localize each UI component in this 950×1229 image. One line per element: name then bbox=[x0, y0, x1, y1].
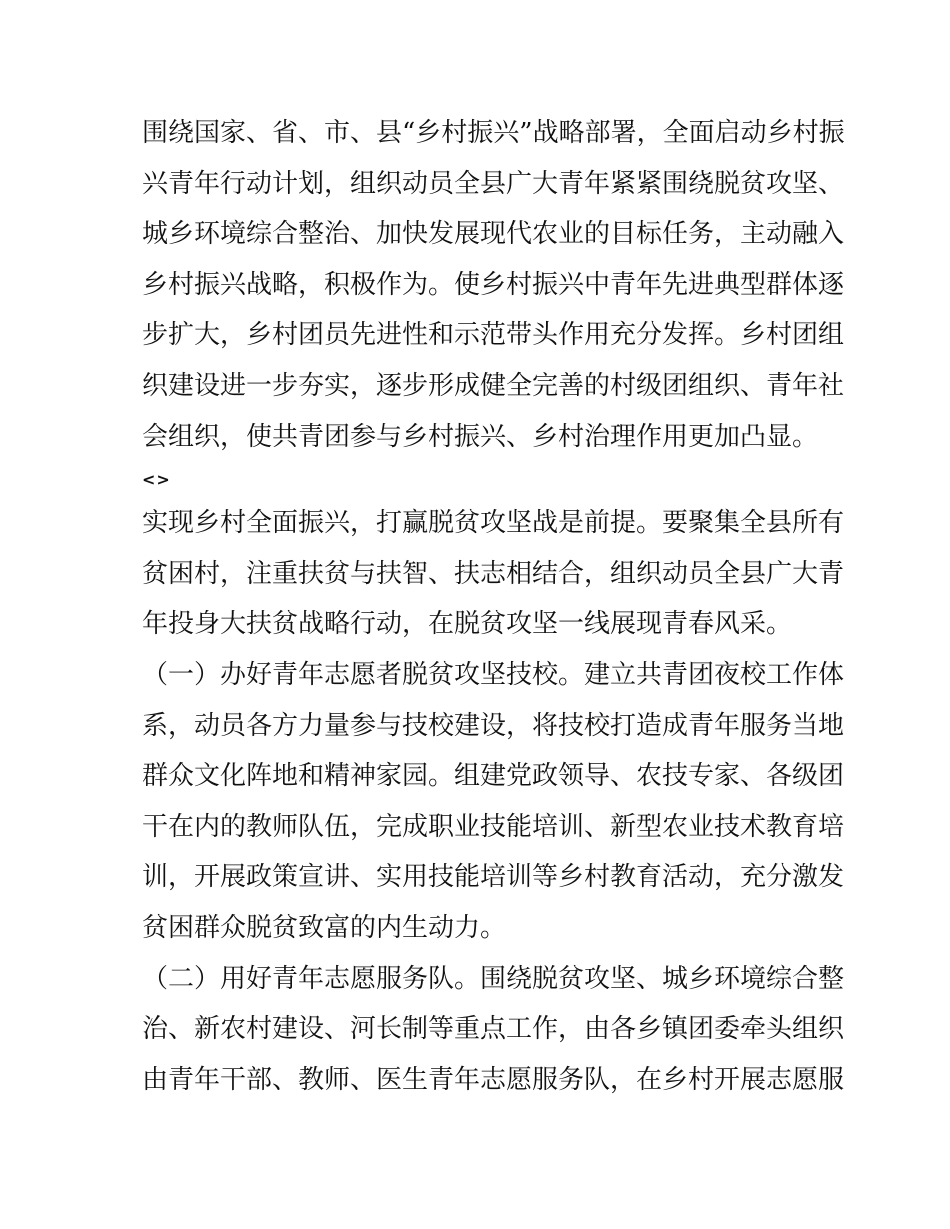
text-line: 织建设进一步夯实，逐步形成健全完善的村级团组织、青年社 bbox=[142, 370, 845, 401]
text-line: 干在内的教师队伍，完成职业技能培训、新型农业技术教育培 bbox=[142, 811, 845, 842]
text-line: 由青年干部、教师、医生青年志愿服务队，在乡村开展志愿服 bbox=[142, 1064, 845, 1095]
paragraph-poverty-alleviation bbox=[142, 498, 845, 650]
paragraph-item-1-technical-school bbox=[142, 650, 845, 954]
text-line: 兴青年行动计划，组织动员全县广大青年紧紧围绕脱贫攻坚、 bbox=[142, 168, 845, 199]
text-line: 实现乡村全面振兴，打赢脱贫攻坚战是前提。要聚集全县所有 bbox=[142, 508, 845, 539]
text-line: 贫困群众脱贫致富的内生动力。 bbox=[142, 912, 507, 943]
text-line: （二）用好青年志愿服务队。围绕脱贫攻坚、城乡环境综合整 bbox=[142, 963, 845, 994]
paragraph-item-2-volunteer-team bbox=[142, 954, 845, 1106]
document-body bbox=[142, 108, 845, 1105]
text-line: 围绕国家、省、市、县“乡村振兴”战略部署，全面启动乡村振 bbox=[142, 118, 845, 148]
text-line: 步扩大，乡村团员先进性和示范带头作用充分发挥。乡村团组 bbox=[142, 320, 845, 351]
text-line: 群众文化阵地和精神家园。组建党政领导、农技专家、各级团 bbox=[142, 761, 845, 792]
section-marker: <> bbox=[142, 470, 171, 490]
text-line: （一）办好青年志愿者脱贫攻坚技校。建立共青团夜校工作体 bbox=[142, 659, 845, 690]
text-line: 年投身大扶贫战略行动，在脱贫攻坚一线展现青春风采。 bbox=[142, 609, 793, 640]
text-line: 乡村振兴战略，积极作为。使乡村振兴中青年先进典型群体逐 bbox=[142, 269, 845, 300]
text-line: 治、新农村建设、河长制等重点工作，由各乡镇团委牵头组织 bbox=[142, 1014, 845, 1045]
text-line: 城乡环境综合整治、加快发展现代农业的目标任务，主动融入 bbox=[142, 219, 845, 250]
text-line: 贫困村，注重扶贫与扶智、扶志相结合，组织动员全县广大青 bbox=[142, 558, 845, 589]
paragraph-rural-revitalization-intro bbox=[142, 108, 845, 462]
text-line: 系，动员各方力量参与技校建设，将技校打造成青年服务当地 bbox=[142, 710, 845, 741]
text-line: 训，开展政策宣讲、实用技能培训等乡村教育活动，充分激发 bbox=[142, 862, 845, 893]
text-line: 会组织，使共青团参与乡村振兴、乡村治理作用更加凸显。 bbox=[142, 421, 819, 452]
